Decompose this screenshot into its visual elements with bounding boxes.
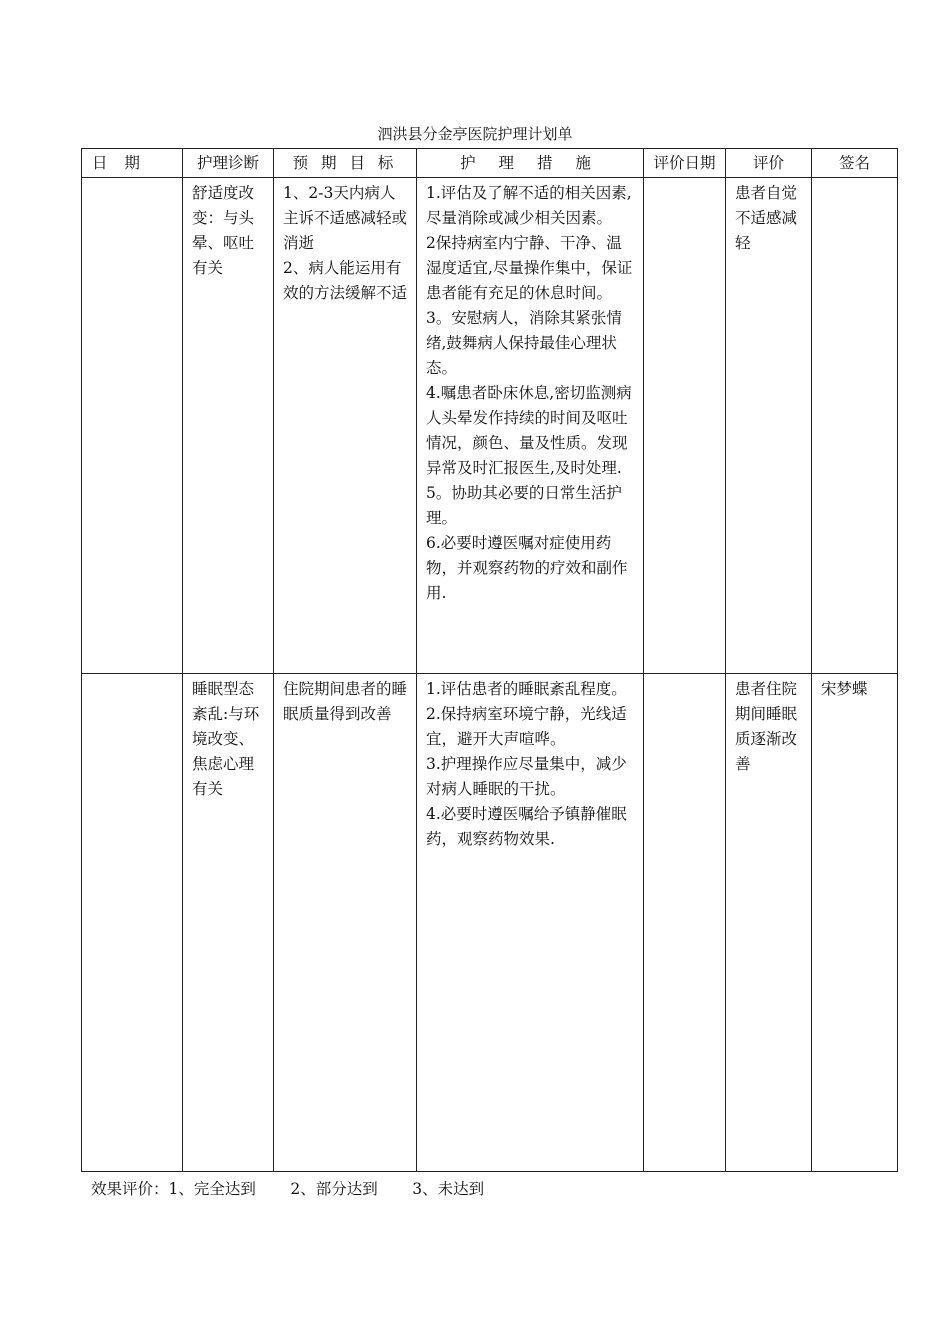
nursing-plan-table bbox=[81, 148, 898, 1172]
measure-item: 1.评估患者的睡眠紊乱程度。 bbox=[426, 680, 627, 698]
cell-eval-date bbox=[644, 674, 726, 1172]
table-header-row bbox=[82, 149, 898, 178]
header-evaluation: 评价 bbox=[726, 149, 812, 178]
measure-item: 4.嘱患者卧床休息,密切监测病人头晕发作持续的时间及呕吐情况，颜色、量及性质。发现异常及时汇报医生,及时处理. bbox=[426, 384, 632, 477]
goal-item: 1、2-3天内病人主诉不适感减轻或消逝 bbox=[283, 184, 408, 252]
legend-option: 2、部分达到 bbox=[290, 1180, 378, 1198]
evaluation-legend bbox=[91, 1178, 484, 1200]
header-eval-date: 评价日期 bbox=[644, 149, 726, 178]
header-measures: 护 理 措 施 bbox=[417, 149, 644, 178]
legend-option: 1、完全达到 bbox=[168, 1180, 256, 1198]
cell-evaluation: 患者自觉不适感减轻 bbox=[726, 178, 812, 674]
goal-item: 住院期间患者的睡眠质量得到改善 bbox=[283, 680, 408, 723]
measure-item: 2.保持病室环境宁静，光线适宜，避开大声喧哗。 bbox=[426, 705, 627, 748]
cell-goals bbox=[274, 674, 417, 1172]
cell-signature bbox=[812, 178, 898, 674]
measure-item: 3.护理操作应尽量集中，减少对病人睡眠的干扰。 bbox=[426, 755, 627, 798]
measure-item: 6.必要时遵医嘱对症使用药物，并观察药物的疗效和副作用. bbox=[426, 534, 628, 602]
cell-diagnosis: 舒适度改变：与头晕、呕吐有关 bbox=[183, 178, 274, 674]
cell-signature: 宋梦蝶 bbox=[812, 674, 898, 1172]
cell-date bbox=[82, 674, 183, 1172]
measure-item: 5。协助其必要的日常生活护理。 bbox=[426, 484, 622, 527]
header-diagnosis: 护理诊断 bbox=[183, 149, 274, 178]
cell-eval-date bbox=[644, 178, 726, 674]
measure-item: 1.评估及了解不适的相关因素,尽量消除或减少相关因素。 bbox=[426, 184, 632, 227]
table-row bbox=[82, 178, 898, 674]
measure-item: 3。安慰病人，消除其紧张情绪,鼓舞病人保持最佳心理状态。 bbox=[426, 309, 622, 377]
page-title: 泗洪县分金亭医院护理计划单 bbox=[377, 125, 573, 143]
cell-measures bbox=[417, 674, 644, 1172]
cell-measures bbox=[417, 178, 644, 674]
measure-item: 4.必要时遵医嘱给予镇静催眠药，观察药物效果. bbox=[426, 805, 627, 848]
table-row bbox=[82, 674, 898, 1172]
header-signature: 签名 bbox=[812, 149, 898, 178]
cell-date bbox=[82, 178, 183, 674]
header-goal: 预 期 目 标 bbox=[274, 149, 417, 178]
legend-label: 效果评价： bbox=[91, 1180, 169, 1198]
cell-goals bbox=[274, 178, 417, 674]
legend-option: 3、未达到 bbox=[412, 1180, 485, 1198]
cell-diagnosis: 睡眠型态紊乱:与环境改变、焦虑心理有关 bbox=[183, 674, 274, 1172]
measure-item: 2保持病室内宁静、干净、温湿度适宜,尽量操作集中，保证患者能有充足的休息时间。 bbox=[426, 234, 633, 302]
cell-evaluation: 患者住院期间睡眠质逐渐改善 bbox=[726, 674, 812, 1172]
goal-item: 2、病人能运用有效的方法缓解不适 bbox=[283, 259, 408, 302]
header-date: 日 期 bbox=[82, 149, 183, 178]
